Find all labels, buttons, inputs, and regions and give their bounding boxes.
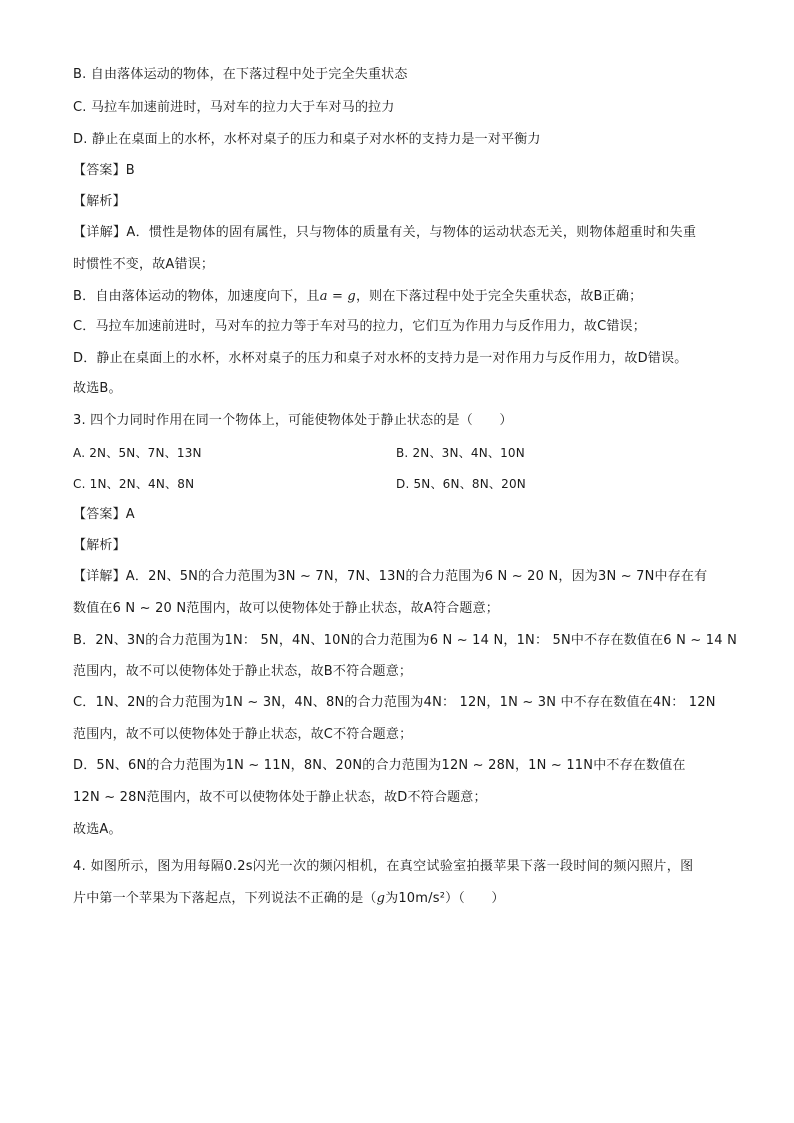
q2-option-b: B. 自由落体运动的物体，在下落过程中处于完全失重状态 (73, 67, 408, 82)
q3-option-b: B. 2N、3N、4N、10N (396, 446, 525, 460)
q3-detail-a-line1: 【详解】A．2N、5N的合力范围为3N ~ 7N，7N、13N的合力范围为6 N ~ 20 N，因为3N ~ 7N中存在有 (73, 569, 708, 584)
q4-stem-gravity-symbol: g (376, 891, 386, 906)
q2-option-d: D. 静止在桌面上的水杯，水杯对桌子的压力和桌子对水杯的支持力是一对平衡力 (73, 132, 541, 147)
q2-detail-b-formula: a = g (319, 289, 356, 304)
q3-detail-c-line1: C．1N、2N的合力范围为1N ~ 3N，4N、8N的合力范围为4N： 12N，1N ~ 3N 中不存在数值在4N： 12N (73, 695, 716, 710)
q3-detail-c-line2: 范围内，故不可以使物体处于静止状态，故C不符合题意； (73, 727, 413, 742)
q3-option-d: D. 5N、6N、8N、20N (396, 477, 526, 491)
q2-option-c: C. 马拉车加速前进时，马对车的拉力大于车对马的拉力 (73, 100, 395, 115)
q4-stem-line2-pre: 片中第一个苹果为下落起点，下列说法不正确的是（ (73, 891, 377, 906)
q4-stem-line2 (73, 890, 505, 908)
q3-analysis-label: 【解析】 (73, 538, 126, 553)
q2-detail-a-line1: 【详解】A．惯性是物体的固有属性，只与物体的质量有关，与物体的运动状态无关，则物体超重时和失重 (73, 225, 697, 240)
q3-stem: 3. 四个力同时作用在同一个物体上，可能使物体处于静止状态的是（ ） (73, 413, 513, 428)
q2-detail-b (73, 288, 642, 306)
q4-stem-line2-post: 为10m/s²）（ ） (385, 891, 505, 906)
q3-detail-a-line2: 数值在6 N ~ 20 N范围内，故可以使物体处于静止状态，故A符合题意； (73, 601, 499, 616)
q2-analysis-label: 【解析】 (73, 194, 126, 209)
q3-detail-d-line2: 12N ~ 28N范围内，故不可以使物体处于静止状态，故D不符合题意； (73, 790, 487, 805)
q2-detail-b-post: ，则在下落过程中处于完全失重状态，故B正确； (355, 289, 643, 304)
q2-conclusion: 故选B。 (73, 381, 122, 396)
q3-option-c: C. 1N、2N、4N、8N (73, 477, 195, 491)
q3-detail-b-line1: B．2N、3N的合力范围为1N： 5N，4N、10N的合力范围为6 N ~ 14 N，1N： 5N中不存在数值在6 N ~ 14 N (73, 633, 737, 648)
q3-option-a: A. 2N、5N、7N、13N (73, 446, 202, 460)
q3-answer: 【答案】A (73, 507, 135, 522)
q2-answer: 【答案】B (73, 163, 135, 178)
q2-detail-d: D．静止在桌面上的水杯，水杯对桌子的压力和桌子对水杯的支持力是一对作用力与反作用力，故D错误。 (73, 351, 688, 366)
q2-detail-a-line2: 时惯性不变，故A错误； (73, 257, 215, 272)
q3-detail-b-line2: 范围内，故不可以使物体处于静止状态，故B不符合题意； (73, 664, 413, 679)
q3-conclusion: 故选A。 (73, 822, 122, 837)
q3-detail-d-line1: D．5N、6N的合力范围为1N ~ 11N，8N、20N的合力范围为12N ~ 28N，1N ~ 11N中不存在数值在 (73, 758, 686, 773)
q4-stem-line1: 4. 如图所示，图为用每隔0.2s闪光一次的频闪相机，在真空试验室拍摄苹果下落一段时间的频闪照片，图 (73, 859, 694, 874)
q2-detail-c: C．马拉车加速前进时，马对车的拉力等于车对马的拉力，它们互为作用力与反作用力，故C错误； (73, 319, 646, 334)
q2-detail-b-pre: B．自由落体运动的物体，加速度向下，且 (73, 289, 320, 304)
